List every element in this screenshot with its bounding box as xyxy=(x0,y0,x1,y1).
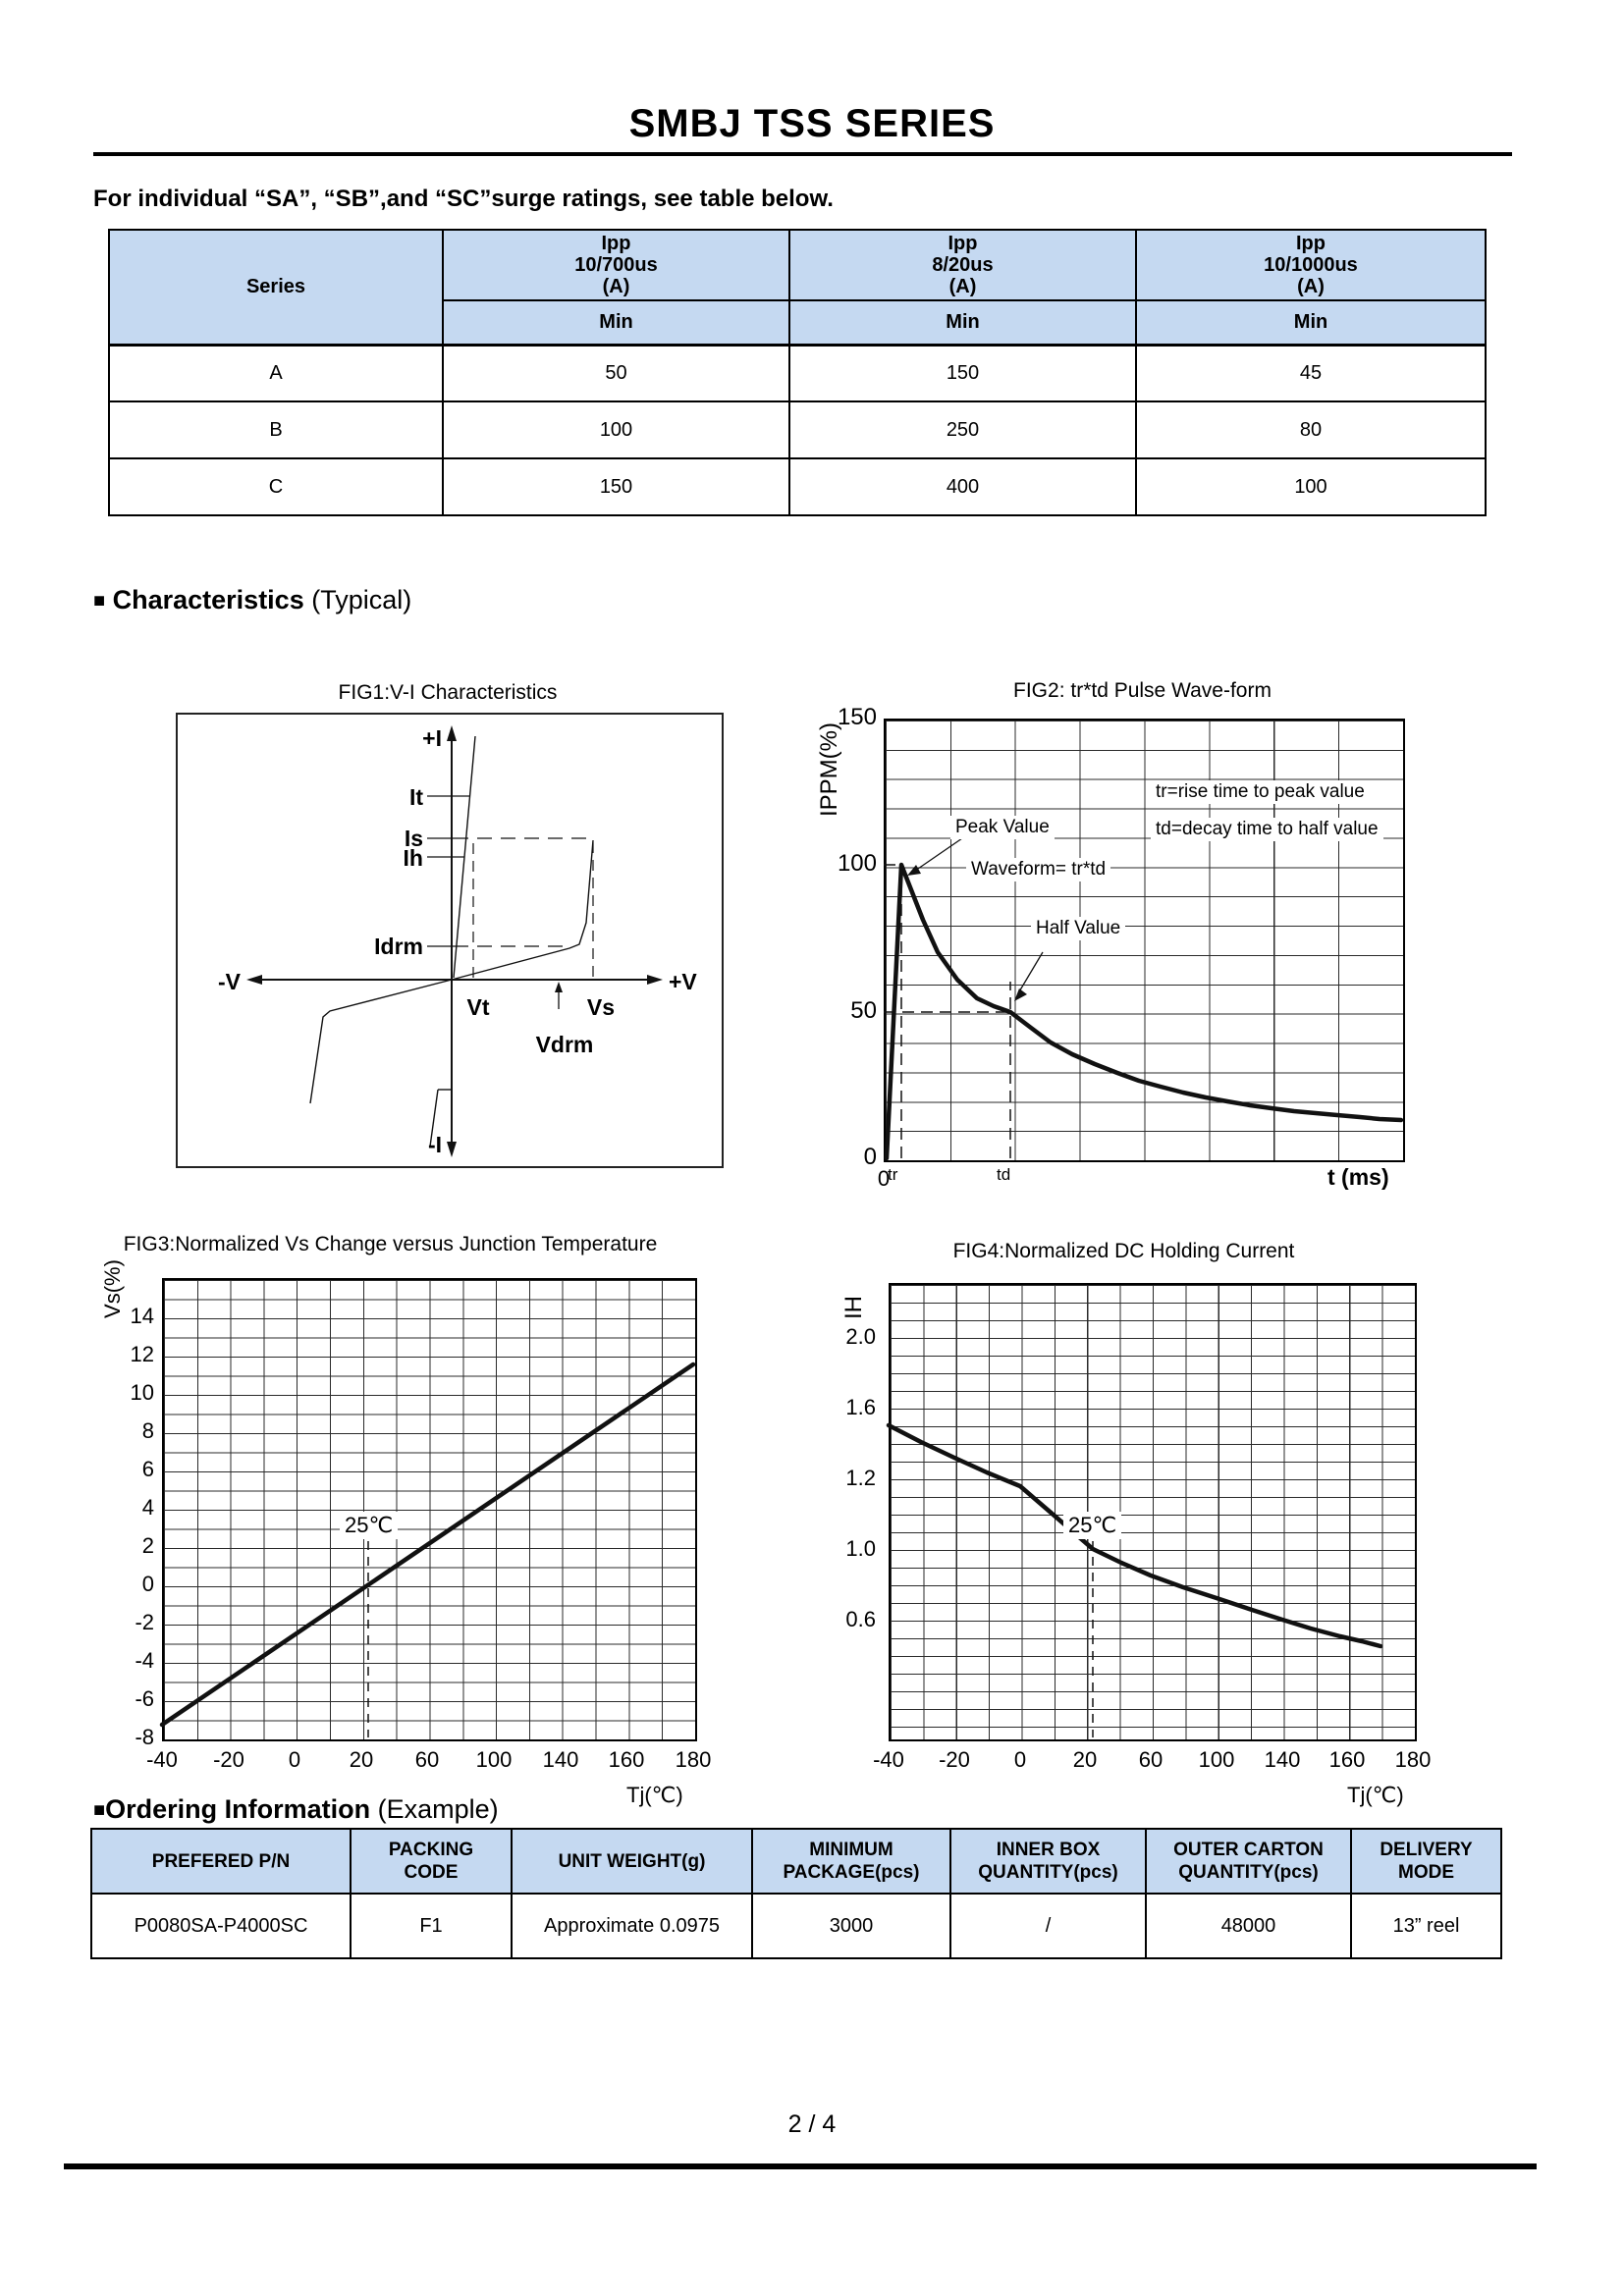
fig1-vi-characteristics-diagram xyxy=(176,713,724,1168)
col-header-unit-weight: UNIT WEIGHT(g) xyxy=(512,1829,752,1894)
delivery-mode-cell: 13” reel xyxy=(1351,1894,1501,1958)
fig4-title: FIG4:Normalized DC Holding Current xyxy=(952,1240,1295,1262)
fig2-xtick-tr: tr xyxy=(888,1165,898,1184)
waveform-label: 8/20us xyxy=(932,254,994,276)
value-cell: 100 xyxy=(443,401,789,458)
fig3-xtick: 0 xyxy=(288,1747,301,1772)
page-title: SMBJ TSS SERIES xyxy=(628,102,996,145)
fig3-ytick: -6 xyxy=(135,1686,154,1711)
ordering-table xyxy=(90,1828,1502,1959)
inner-box-cell: / xyxy=(950,1894,1146,1958)
fig4-ytick: 1.6 xyxy=(845,1395,876,1419)
neg-i-label: -I xyxy=(427,1132,442,1157)
col-header-minimum-package: MINIMUM PACKAGE(pcs) xyxy=(752,1829,950,1894)
fig3-x-axis-label: Tj(℃) xyxy=(626,1783,683,1807)
series-cell: B xyxy=(109,401,443,458)
value-cell: 150 xyxy=(789,345,1136,401)
fig4-xtick: 160 xyxy=(1328,1747,1366,1772)
fig1-diagram-svg xyxy=(178,715,722,1166)
fig3-ytick: 10 xyxy=(130,1380,154,1405)
fig3-xtick: 60 xyxy=(414,1747,440,1772)
fig3-curve-svg xyxy=(162,1278,693,1737)
outer-carton-cell: 48000 xyxy=(1146,1894,1351,1958)
fig2-ytick: 150 xyxy=(837,704,877,730)
fig2-x-axis-label: t (ms) xyxy=(1327,1164,1389,1190)
axis-arrow-up-icon xyxy=(447,725,457,741)
fig3-ytick: 6 xyxy=(141,1457,154,1481)
fig3-xtick: 20 xyxy=(349,1747,374,1772)
fig4-x-axis-label: Tj(℃) xyxy=(1347,1783,1404,1807)
value-cell: 400 xyxy=(789,458,1136,515)
fig3-ytick: 8 xyxy=(141,1418,154,1443)
fig4-curve-svg xyxy=(889,1283,1413,1737)
value-cell: 250 xyxy=(789,401,1136,458)
waveform-label: 10/1000us xyxy=(1264,254,1358,276)
pos-i-label: +I xyxy=(422,725,442,751)
fig4-ytick: 1.0 xyxy=(845,1536,876,1561)
series-cell: C xyxy=(109,458,443,515)
part-number-cell: P0080SA-P4000SC xyxy=(91,1894,351,1958)
fig3-ytick: -8 xyxy=(135,1725,154,1749)
col-header-delivery-mode: DELIVERY MODE xyxy=(1351,1829,1501,1894)
heading-normal: (Typical) xyxy=(311,585,412,614)
ih-label: Ih xyxy=(403,845,423,871)
waveform-label: 10/700us xyxy=(574,254,658,276)
ipp-label: Ipp xyxy=(601,233,631,254)
col-header-ipp-8-20 xyxy=(789,230,1136,300)
fig3-xtick: -40 xyxy=(146,1747,178,1772)
fig2-note-waveform: Waveform= tr*td xyxy=(966,858,1110,881)
footer-rule xyxy=(64,2163,1537,2169)
heading-normal: (Example) xyxy=(377,1794,499,1824)
fig3-xtick: 160 xyxy=(608,1747,645,1772)
fig3-ytick: 4 xyxy=(141,1495,154,1520)
col-header-series: Series xyxy=(109,230,443,345)
fig2-y-axis-label: IPPM(%) xyxy=(816,722,842,817)
page-number: 2 / 4 xyxy=(787,2110,837,2138)
table-row-series-a xyxy=(109,345,1486,401)
fig3-xtick: 180 xyxy=(675,1747,712,1772)
fig4-xtick: -20 xyxy=(939,1747,970,1772)
ipp-label: Ipp xyxy=(1296,233,1326,254)
fig3-25c-annotation: 25℃ xyxy=(340,1512,398,1539)
fig2-title: FIG2: tr*td Pulse Wave-form xyxy=(1013,679,1272,702)
value-cell: 100 xyxy=(1136,458,1486,515)
heading-bold: Ordering Information xyxy=(105,1794,371,1824)
col-header-ipp-10-1000 xyxy=(1136,230,1486,300)
heading-bold: Characteristics xyxy=(112,585,304,614)
fig1-title: FIG1:V-I Characteristics xyxy=(338,681,558,704)
fig4-ytick: 1.2 xyxy=(845,1466,876,1490)
fig4-xtick: 140 xyxy=(1264,1747,1301,1772)
fig2-ytick: 50 xyxy=(850,997,877,1024)
fig4-xtick: 0 xyxy=(1013,1747,1027,1772)
col-header-packing-code: PACKING CODE xyxy=(351,1829,512,1894)
value-cell: 50 xyxy=(443,345,789,401)
ordering-data-row xyxy=(91,1894,1501,1958)
fig3-ytick: -2 xyxy=(135,1610,154,1634)
fig4-xtick: 20 xyxy=(1072,1747,1098,1772)
axis-arrow-right-icon xyxy=(647,975,663,985)
fig2-x-origin: 0 xyxy=(877,1166,891,1191)
value-cell: 150 xyxy=(443,458,789,515)
fig3-ytick: 12 xyxy=(130,1342,154,1366)
idrm-label: Idrm xyxy=(374,934,423,959)
col-header-prefered-pn: PREFERED P/N xyxy=(91,1829,351,1894)
min-header: Min xyxy=(1136,300,1486,345)
fig3-xtick: -20 xyxy=(213,1747,244,1772)
fig4-ytick: 2.0 xyxy=(845,1324,876,1349)
series-cell: A xyxy=(109,345,443,401)
col-header-inner-box: INNER BOX QUANTITY(pcs) xyxy=(950,1829,1146,1894)
axis-arrow-left-icon xyxy=(246,975,262,985)
neg-v-label: -V xyxy=(218,969,241,994)
unit-label: (A) xyxy=(602,276,630,297)
fig2-note-td-definition: td=decay time to half value xyxy=(1151,818,1383,841)
col-header-outer-carton: OUTER CARTON QUANTITY(pcs) xyxy=(1146,1829,1351,1894)
fig3-ytick: 2 xyxy=(141,1533,154,1558)
axis-arrow-down-icon xyxy=(447,1142,457,1157)
fig4-xtick: 60 xyxy=(1138,1747,1164,1772)
surge-ratings-table xyxy=(108,229,1487,516)
fig2-xtick-td: td xyxy=(997,1165,1011,1184)
minimum-package-cell: 3000 xyxy=(752,1894,950,1958)
square-bullet-icon: ■ xyxy=(93,1799,106,1821)
characteristics-heading xyxy=(93,585,411,615)
col-header-ipp-10-700 xyxy=(443,230,789,300)
fig4-25c-annotation: 25℃ xyxy=(1063,1512,1121,1539)
fig4-xtick: -40 xyxy=(873,1747,904,1772)
table-row-series-c xyxy=(109,458,1486,515)
it-label: It xyxy=(408,784,423,810)
min-header: Min xyxy=(443,300,789,345)
unit-weight-cell: Approximate 0.0975 xyxy=(512,1894,752,1958)
packing-code-cell: F1 xyxy=(351,1894,512,1958)
fig3-ytick: 14 xyxy=(130,1304,154,1328)
fig4-xtick: 100 xyxy=(1198,1747,1235,1772)
intro-text: For individual “SA”, “SB”,and “SC”surge ratings, see table below. xyxy=(93,186,834,212)
fig2-ytick: 0 xyxy=(863,1144,877,1170)
unit-label: (A) xyxy=(1297,276,1325,297)
leader-arrow-icon xyxy=(1014,988,1027,1001)
fig4-y-axis-label: IH xyxy=(840,1296,867,1319)
min-header: Min xyxy=(789,300,1136,345)
square-bullet-icon: ■ xyxy=(93,590,106,612)
fig3-y-axis-label: Vs(%) xyxy=(100,1259,125,1318)
fig2-note-peak-value: Peak Value xyxy=(950,816,1055,839)
vs-label: Vs xyxy=(586,994,616,1020)
fig4-ytick: 0.6 xyxy=(845,1607,876,1631)
leader-arrow-icon xyxy=(907,865,921,876)
unit-label: (A) xyxy=(948,276,977,297)
fig3-xtick: 140 xyxy=(542,1747,579,1772)
fig2-note-tr-definition: tr=rise time to peak value xyxy=(1151,780,1370,804)
vdrm-arrow-icon xyxy=(555,982,563,992)
fig3-xtick: 100 xyxy=(475,1747,513,1772)
ordering-heading xyxy=(93,1794,499,1825)
ipp-label: Ipp xyxy=(947,233,978,254)
fig3-ytick: 0 xyxy=(141,1572,154,1596)
fig2-note-half-value: Half Value xyxy=(1031,917,1125,940)
is-label: Is xyxy=(404,826,423,851)
vt-label: Vt xyxy=(466,994,490,1020)
pos-v-label: +V xyxy=(669,969,697,994)
fig3-ytick: -4 xyxy=(135,1648,154,1673)
header-rule xyxy=(93,152,1512,156)
value-cell: 45 xyxy=(1136,345,1486,401)
fig2-ytick: 100 xyxy=(837,850,877,877)
fig3-title: FIG3:Normalized Vs Change versus Junction Temperature xyxy=(123,1233,658,1255)
table-row-series-b xyxy=(109,401,1486,458)
vdrm-label: Vdrm xyxy=(535,1032,594,1057)
value-cell: 80 xyxy=(1136,401,1486,458)
fig4-xtick: 180 xyxy=(1394,1747,1432,1772)
